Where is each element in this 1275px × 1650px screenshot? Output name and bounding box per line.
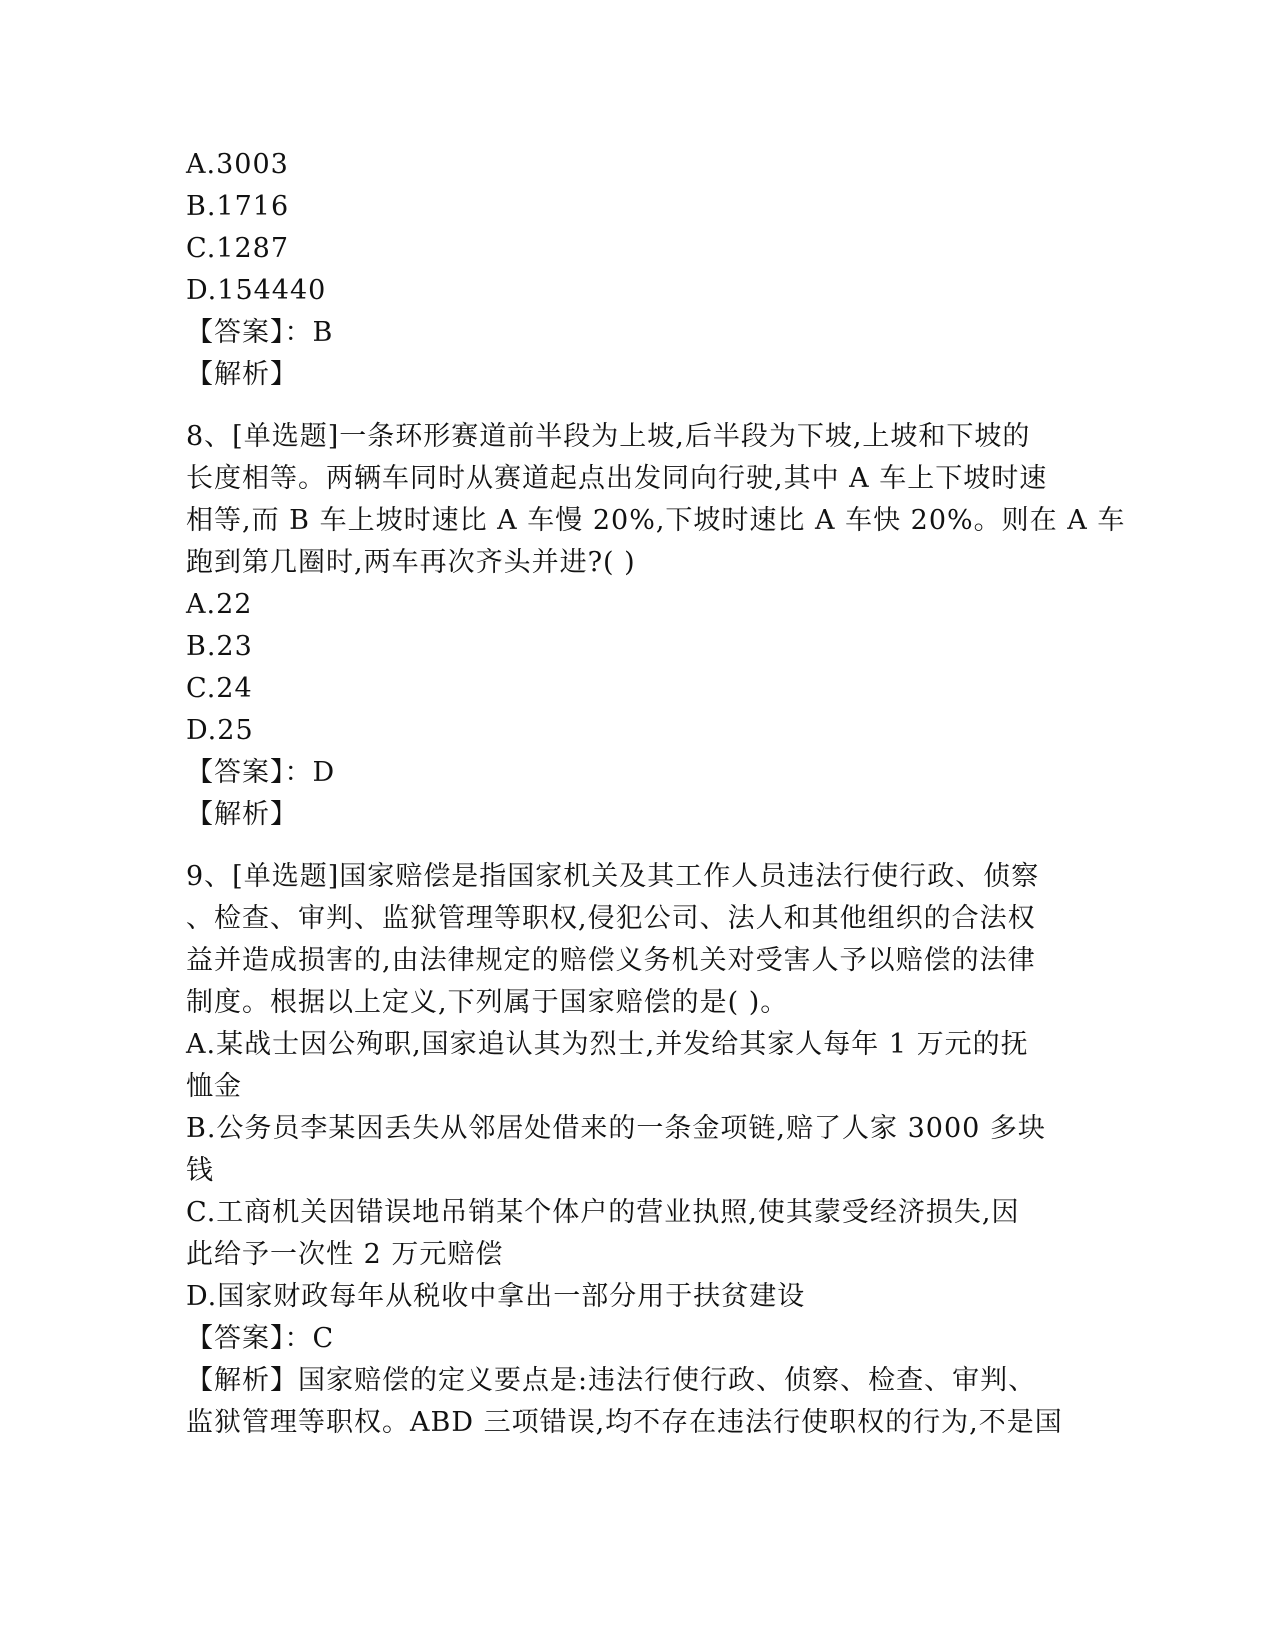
q9-option-c: C.工商机关因错误地吊销某个体户的营业执照,使其蒙受经济损失,因 bbox=[186, 1197, 1020, 1228]
q8-option-d: D.25 bbox=[186, 715, 254, 746]
q9-stem-line: 益并造成损害的,由法律规定的赔偿义务机关对受害人予以赔偿的法律 bbox=[186, 945, 1036, 976]
q7-answer: 【答案】：B bbox=[186, 317, 334, 348]
q7-option-a: A.3003 bbox=[186, 149, 289, 180]
q8-answer: 【答案】：D bbox=[186, 757, 336, 788]
q8-analysis: 【解析】 bbox=[186, 799, 298, 830]
q8-stem-line: 跑到第几圈时,两车再次齐头并进?( ) bbox=[186, 547, 636, 578]
q9-option-a: A.某战士因公殉职,国家追认其为烈士,并发给其家人每年 1 万元的抚 bbox=[186, 1029, 1029, 1060]
q9-option-d: D.国家财政每年从税收中拿出一部分用于扶贫建设 bbox=[186, 1281, 806, 1312]
q7-option-c: C.1287 bbox=[186, 233, 289, 264]
q8-option-a: A.22 bbox=[186, 589, 253, 620]
q9-analysis-line: 【解析】国家赔偿的定义要点是:违法行使行政、侦察、检查、审判、 bbox=[186, 1365, 1037, 1396]
q9-stem-line: 制度。根据以上定义,下列属于国家赔偿的是( )。 bbox=[186, 987, 789, 1018]
q8-stem-line: 8、[单选题]一条环形赛道前半段为上坡,后半段为下坡,上坡和下坡的 bbox=[186, 421, 1031, 452]
q7-option-d: D.154440 bbox=[186, 275, 327, 306]
q7-option-b: B.1716 bbox=[186, 191, 290, 222]
q9-analysis-line: 监狱管理等职权。ABD 三项错误,均不存在违法行使职权的行为,不是国 bbox=[186, 1407, 1063, 1438]
q9-stem-line: 、检查、审判、监狱管理等职权,侵犯公司、法人和其他组织的合法权 bbox=[186, 903, 1036, 934]
q9-option-b: B.公务员李某因丢失从邻居处借来的一条金项链,赔了人家 3000 多块 bbox=[186, 1113, 1046, 1144]
q8-option-c: C.24 bbox=[186, 673, 253, 704]
q8-option-b: B.23 bbox=[186, 631, 253, 662]
q9-answer: 【答案】：C bbox=[186, 1323, 335, 1354]
q8-stem-line: 长度相等。两辆车同时从赛道起点出发同向行驶,其中 A 车上下坡时速 bbox=[186, 463, 1048, 494]
q9-option-b-cont: 钱 bbox=[186, 1155, 214, 1186]
q9-stem-line: 9、[单选题]国家赔偿是指国家机关及其工作人员违法行使行政、侦察 bbox=[186, 861, 1040, 892]
q7-analysis: 【解析】 bbox=[186, 359, 298, 390]
q8-stem-line: 相等,而 B 车上坡时速比 A 车慢 20%,下坡时速比 A 车快 20%。则在 A 车 bbox=[186, 505, 1126, 536]
q9-option-a-cont: 恤金 bbox=[186, 1071, 242, 1102]
q9-option-c-cont: 此给予一次性 2 万元赔偿 bbox=[186, 1239, 504, 1270]
